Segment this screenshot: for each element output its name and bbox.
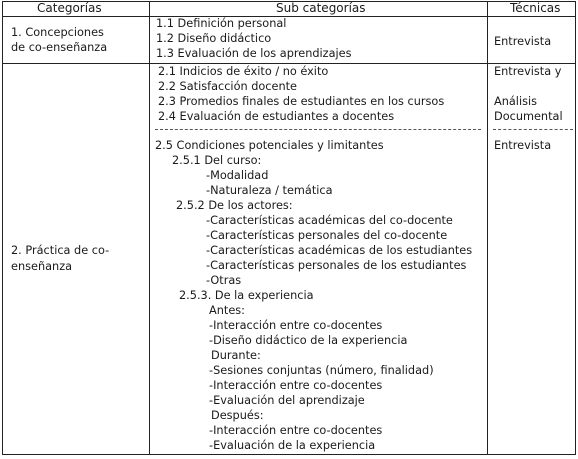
header-categorias: Categorías bbox=[37, 1, 102, 15]
categories-table bbox=[2, 1, 576, 455]
row1-subcategory: 1.3 Evaluación de los aprendizajes bbox=[156, 47, 352, 60]
row2-subcategory: 2.2 Satisfacción docente bbox=[158, 80, 298, 93]
row2-subcategory: Durante: bbox=[211, 349, 261, 362]
row1-category-line: 1. Concepciones bbox=[11, 26, 104, 39]
row1-subcategory: 1.1 Definición personal bbox=[156, 17, 287, 30]
row2-subcategory: -Diseño didáctico de la experiencia bbox=[209, 334, 408, 347]
row2-subcategory: 2.4 Evaluación de estudiantes a docentes bbox=[158, 110, 395, 123]
row2-category-line: 2. Práctica de co- bbox=[11, 244, 110, 257]
row2-subcategory: -Sesiones conjuntas (número, finalidad) bbox=[209, 364, 434, 377]
row2-subcategory: Después: bbox=[211, 409, 264, 422]
header-divider bbox=[3, 16, 575, 17]
group-divider bbox=[493, 129, 573, 130]
row2-subcategory: -Otras bbox=[206, 274, 242, 287]
row2-subcategory: 2.5.2 De los actores: bbox=[176, 199, 293, 212]
column-divider bbox=[487, 2, 488, 454]
header-subcategorias: Sub categorías bbox=[276, 1, 366, 15]
row1-subcategory: 1.2 Diseño didáctico bbox=[156, 32, 272, 45]
group-divider bbox=[155, 129, 481, 130]
row2-subcategory: -Interacción entre co-docentes bbox=[209, 424, 383, 437]
row2-technique-line: Entrevista y bbox=[494, 65, 562, 78]
header-tecnicas: Técnicas bbox=[510, 1, 561, 15]
row2-subcategory: 2.5 Condiciones potenciales y limitantes bbox=[155, 139, 384, 152]
row2-subcategory: -Interacción entre co-docentes bbox=[209, 319, 383, 332]
row2-subcategory: -Modalidad bbox=[206, 169, 269, 182]
row2-subcategory: -Evaluación de la experiencia bbox=[209, 439, 376, 452]
row2-subcategory: 2.3 Promedios finales de estudiantes en los cursos bbox=[158, 95, 445, 108]
row2-subcategory: -Características personales de los estudiantes bbox=[206, 259, 467, 272]
row2-subcategory: 2.1 Indicios de éxito / no éxito bbox=[158, 65, 329, 78]
row2-category-line: enseñanza bbox=[11, 260, 73, 273]
row2-technique: Entrevista bbox=[494, 139, 552, 152]
column-divider bbox=[149, 2, 150, 454]
row1-technique: Entrevista bbox=[494, 35, 552, 48]
row2-subcategory: -Interacción entre co-docentes bbox=[209, 379, 383, 392]
row2-subcategory: 2.5.3. De la experiencia bbox=[179, 289, 314, 302]
row2-subcategory: -Características personales del co-docente bbox=[206, 229, 448, 242]
row2-subcategory: Antes: bbox=[209, 304, 245, 317]
row2-subcategory: -Características académicas de los estudiantes bbox=[206, 244, 473, 257]
row2-subcategory: -Características académicas del co-docente bbox=[206, 214, 453, 227]
row2-subcategory: -Evaluación del aprendizaje bbox=[209, 394, 365, 407]
row2-subcategory: 2.5.1 Del curso: bbox=[172, 154, 262, 167]
row2-technique-line: Análisis bbox=[494, 95, 537, 108]
row1-category-line: de co-enseñanza bbox=[11, 41, 108, 54]
row2-subcategory: -Naturaleza / temática bbox=[206, 184, 333, 197]
row2-technique-line: Documental bbox=[494, 110, 563, 123]
